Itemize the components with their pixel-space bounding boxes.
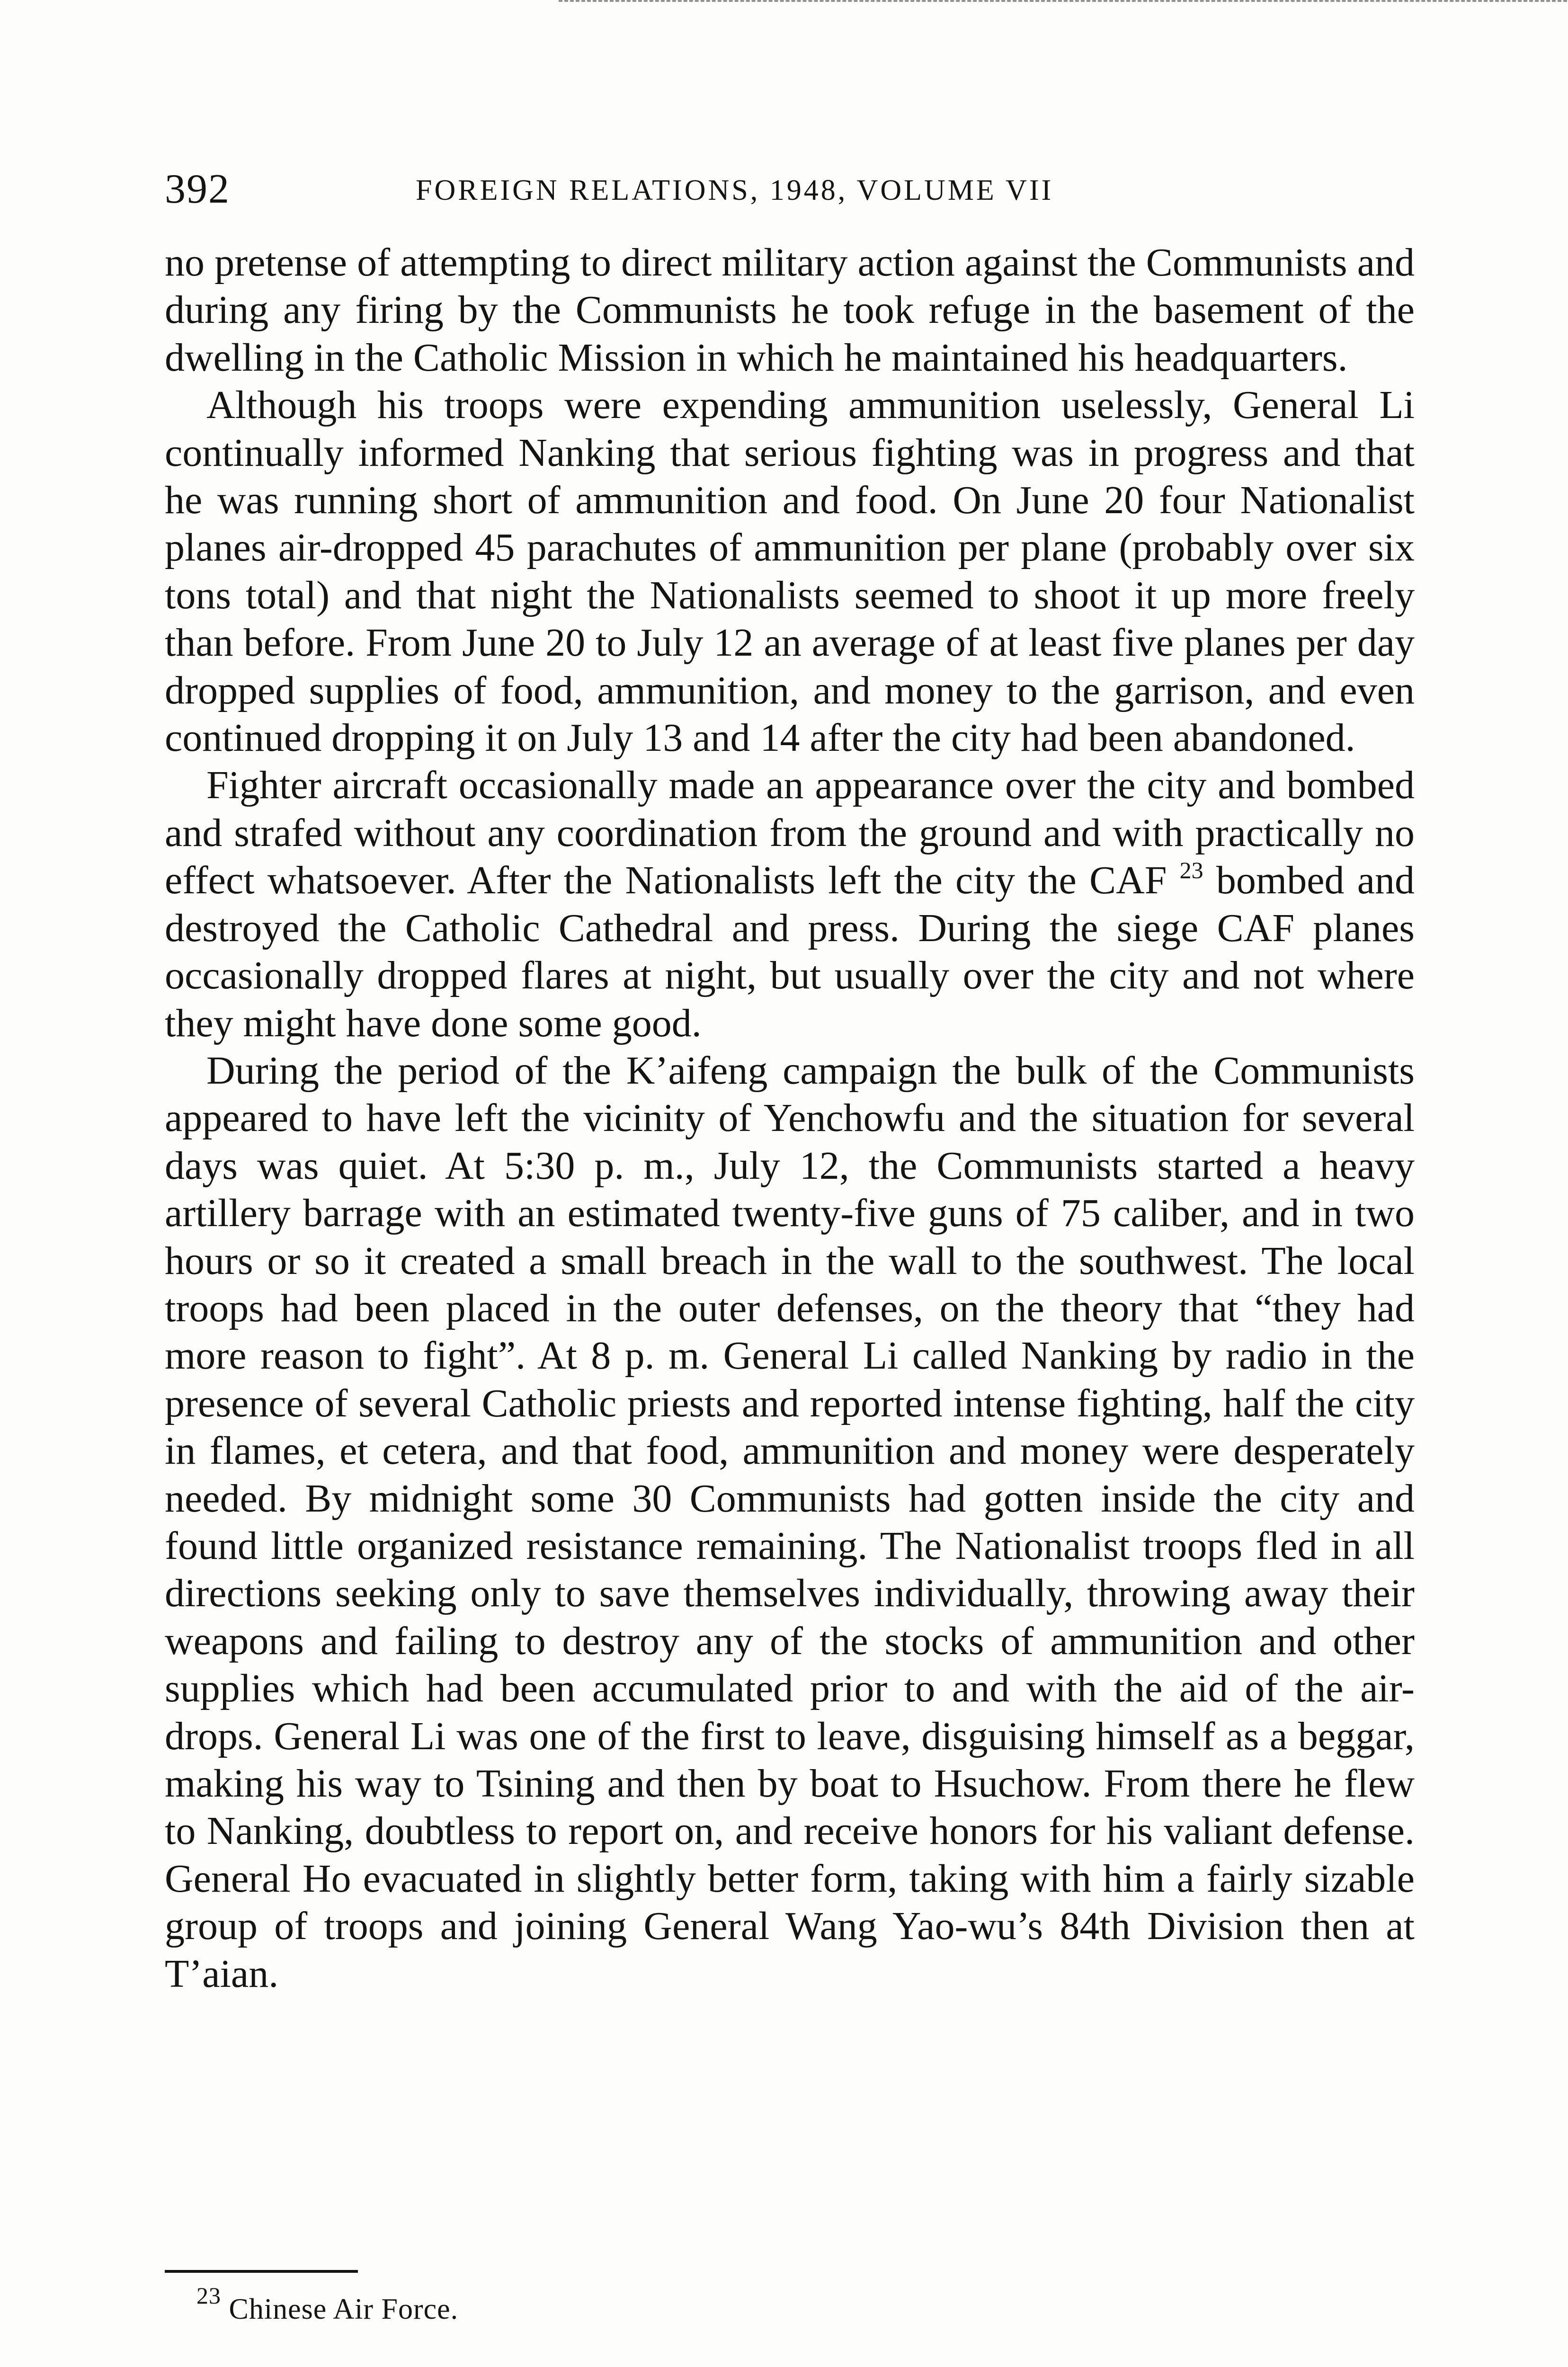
- running-title: FOREIGN RELATIONS, 1948, VOLUME VII: [416, 174, 1054, 206]
- page-header: [165, 163, 1415, 215]
- paragraph-3-before-ref: Fighter aircraft occasionally made an appearance over the city and bombed and strafed without any coordination from the ground and with practically no effect whatsoever. After the Nationalists left the city the CAF: [165, 763, 1415, 903]
- footnote: [196, 2282, 459, 2328]
- footnote-divider: [165, 2270, 358, 2273]
- paragraph-2: Although his troops were expending ammunition uselessly, General Li continually informed Nanking that serious fighting was in progress and that he was running short of ammunition and food. On June 20 four Nationalist planes air-dropped 45 parachutes of ammunition per plane (probably over six tons total) and that night the Nationalists seemed to shoot it up more freely than before. From June 20 to July 12 an average of at least five planes per day dropped supplies of food, ammunition, and money to the garrison, and even continued dropping it on July 13 and 14 after the city had been abandoned.: [165, 383, 1415, 760]
- footnote-text: Chinese Air Force.: [229, 2293, 459, 2325]
- page-number: 392: [165, 166, 230, 212]
- paragraph-3: [165, 762, 1415, 1047]
- footnote-reference: 23: [1179, 857, 1203, 884]
- paragraph-3-after-ref: bombed and destroyed the Catholic Cathedral and press. During the siege CAF planes occasionally dropped flares at night, but usually over the city and not where they might have done some good.: [165, 858, 1415, 1045]
- footnote-marker: 23: [196, 2282, 221, 2309]
- body-text: [165, 239, 1415, 1998]
- top-edge-rule: [559, 0, 1567, 4]
- paragraph-1: no pretense of attempting to direct military action against the Communists and during any firing by the Communists he took refuge in the basement of the dwelling in the Catholic Mission in which he maintained his headquarters.: [165, 240, 1415, 380]
- paragraph-4: During the period of the K’aifeng campaign the bulk of the Communists appeared to have left the vicinity of Yenchowfu and the situation for several days was quiet. At 5:30 p. m., July 12, the Communists started a heavy artillery barrage with an estimated twenty-five guns of 75 caliber, and in two hours or so it created a small breach in the wall to the southwest. The local troops had been placed in the outer defenses, on the theory that “they had more reason to fight”. At 8 p. m. General Li called Nanking by radio in the presence of several Catholic priests and reported intense fighting, half the city in flames, et cetera, and that food, ammunition and money were desperately needed. By midnight some 30 Communists had gotten inside the city and found little organized resistance remaining. The Nationalist troops fled in all directions seeking only to save themselves individually, throwing away their weapons and failing to destroy any of the stocks of ammunition and other supplies which had been accumulated prior to and with the aid of the air-drops. General Li was one of the first to leave, disguising himself as a beggar, making his way to Tsining and then by boat to Hsuchow. From there he flew to Nanking, doubtless to report on, and receive honors for his valiant defense. General Ho evacuated in slightly better form, taking with him a fairly sizable group of troops and joining General Wang Yao-wu’s 84th Division then at T’aian.: [165, 1048, 1415, 1996]
